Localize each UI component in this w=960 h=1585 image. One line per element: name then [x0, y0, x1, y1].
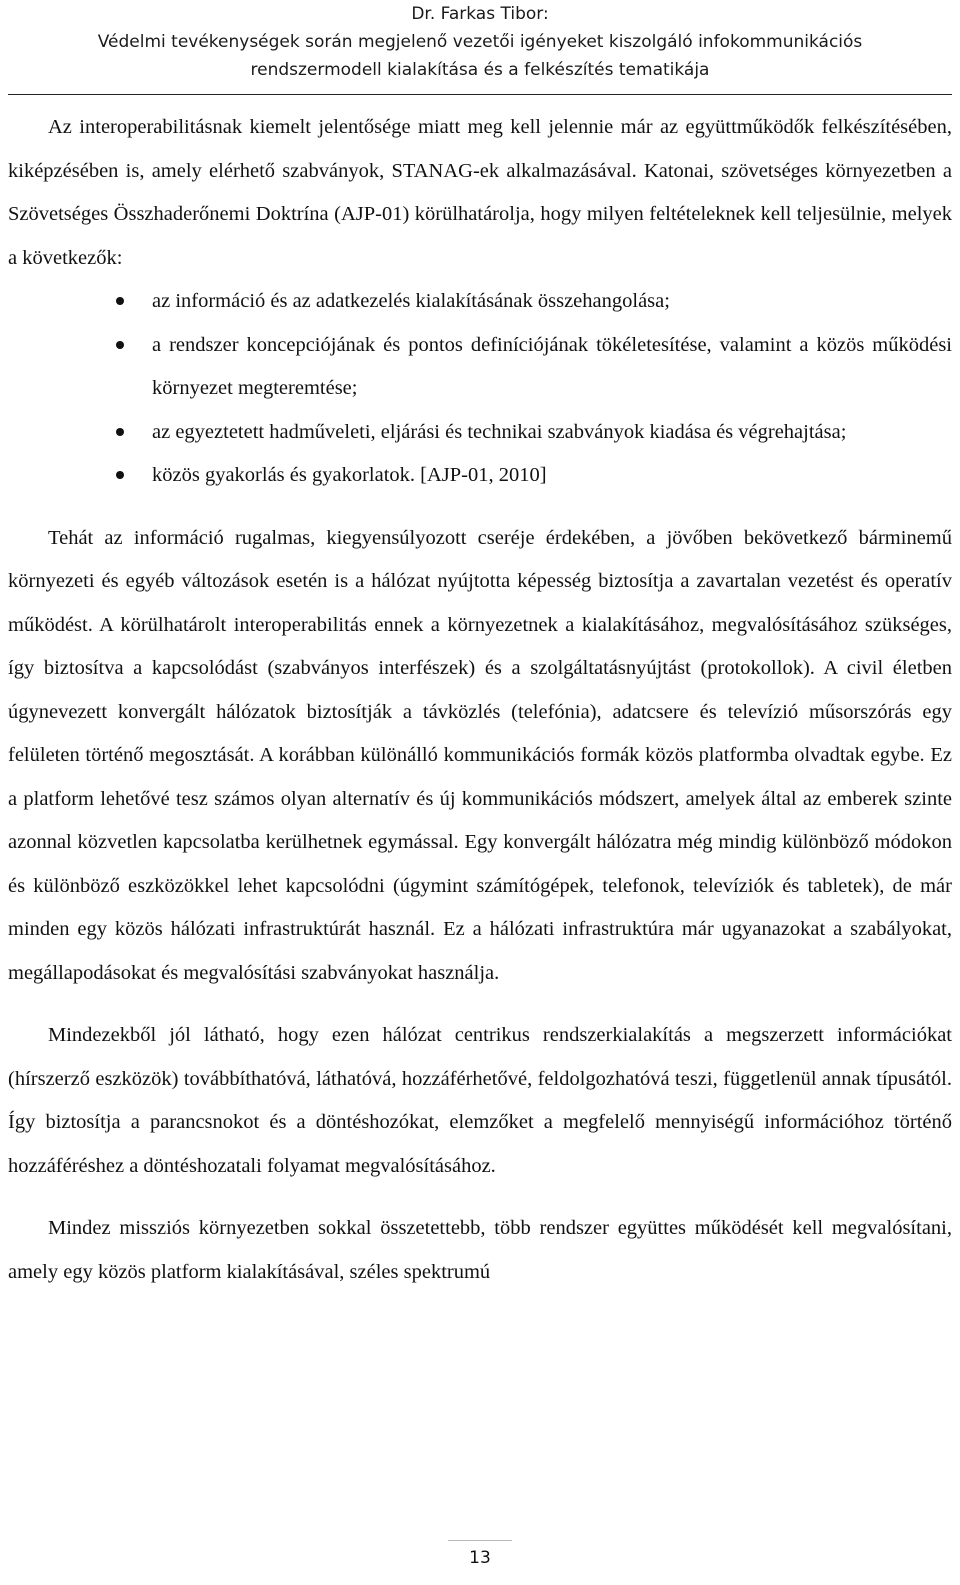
bullet-icon	[116, 471, 124, 479]
list-item: az egyeztetett hadműveleti, eljárási és technikai szabványok kiadása és végrehajtása;	[152, 411, 952, 455]
header-title-line-1: Védelmi tevékenységek során megjelenő vezetői igényeket kiszolgáló infokommunikációs	[97, 32, 863, 52]
paragraph-interoperability: Az interoperabilitásnak kiemelt jelentősége miatt meg kell jelennie már az együttműködők felkészítésében, kiképzésében is, amely elérhető szabványok, STANAG-ek alkalmazásával. Katonai, szövetséges környezetben a Szövetséges Összhaderőnemi Doktrína (AJP-01) körülhatárolja, hogy milyen feltételeknek kell teljesülnie, melyek a következők:	[8, 116, 952, 269]
paragraph-gap	[8, 1188, 952, 1207]
paragraph-network-centric: Mindezekből jól látható, hogy ezen hálózat centrikus rendszerkialakítás a megszerzett információkat (hírszerző eszközök) továbbíthatóvá, láthatóvá, hozzáférhetővé, feldolgozhatóvá teszi, függetlenül annak típusától. Így biztosítja a parancsnokot és a döntéshozókat, elemzőket a megfelelő mennyiségű információhoz történő hozzáféréshez a döntéshozatali folyamat megvalósításához.	[8, 1024, 952, 1177]
list-item: közös gyakorlás és gyakorlatok. [AJP-01, 2010]	[152, 454, 952, 498]
list-item: a rendszer koncepciójának és pontos definíciójának tökéletesítése, valamint a közös működési környezet megteremtése;	[152, 324, 952, 411]
running-header	[8, 0, 952, 84]
bullet-icon	[116, 297, 124, 305]
header-title-line-2: rendszermodell kialakítása és a felkészítés tematikája	[250, 60, 710, 80]
paragraph-gap	[8, 498, 952, 517]
footer-rule	[448, 1540, 512, 1541]
header-rule	[8, 94, 952, 95]
page-number: 13	[469, 1548, 491, 1568]
document-body	[8, 106, 952, 1294]
paragraph-gap	[8, 995, 952, 1014]
list-item: az információ és az adatkezelés kialakításának összehangolása;	[152, 280, 952, 324]
bullet-icon	[116, 341, 124, 349]
paragraph-mission-environment: Mindez missziós környezetben sokkal összetettebb, több rendszer együttes működését kell megvalósítani, amely egy közös platform kialakításával, széles spektrumú	[8, 1217, 952, 1283]
bullet-list	[8, 280, 952, 498]
header-author: Dr. Farkas Tibor:	[411, 4, 549, 24]
bullet-icon	[116, 428, 124, 436]
paragraph-information-exchange: Tehát az információ rugalmas, kiegyensúlyozott cseréje érdekében, a jövőben bekövetkező bárminemű környezeti és egyéb változások esetén is a hálózat nyújtotta képesség biztosítja a zavartalan vezetést és operatív működést. A körülhatárolt interoperabilitás ennek a környezetnek a kialakításához, megvalósításához szükséges, így biztosítva a kapcsolódást (szabványos interfészek) és a szolgáltatásnyújtást (protokollok). A civil életben úgynevezett konvergált hálózatok biztosítják a távközlés (telefónia), adatcsere és televízió műsorszórás egy felületen történő megosztását. A korábban különálló kommunikációs formák közös platformba olvadtak egybe. Ez a platform lehetővé tesz számos olyan alternatív és új kommunikációs módszert, amelyek által az emberek szinte azonnal közvetlen kapcsolatba kerülhetnek egymással. Egy konvergált hálózatra még mindig különböző módokon és különböző eszközökkel lehet kapcsolódni (úgymint számítógépek, telefonok, televíziók és tabletek), de már minden egy közös hálózati infrastruktúrát használ. Ez a hálózati infrastruktúra már ugyanazokat a szabályokat, megállapodásokat és megvalósítási szabványokat használja.	[8, 526, 952, 984]
